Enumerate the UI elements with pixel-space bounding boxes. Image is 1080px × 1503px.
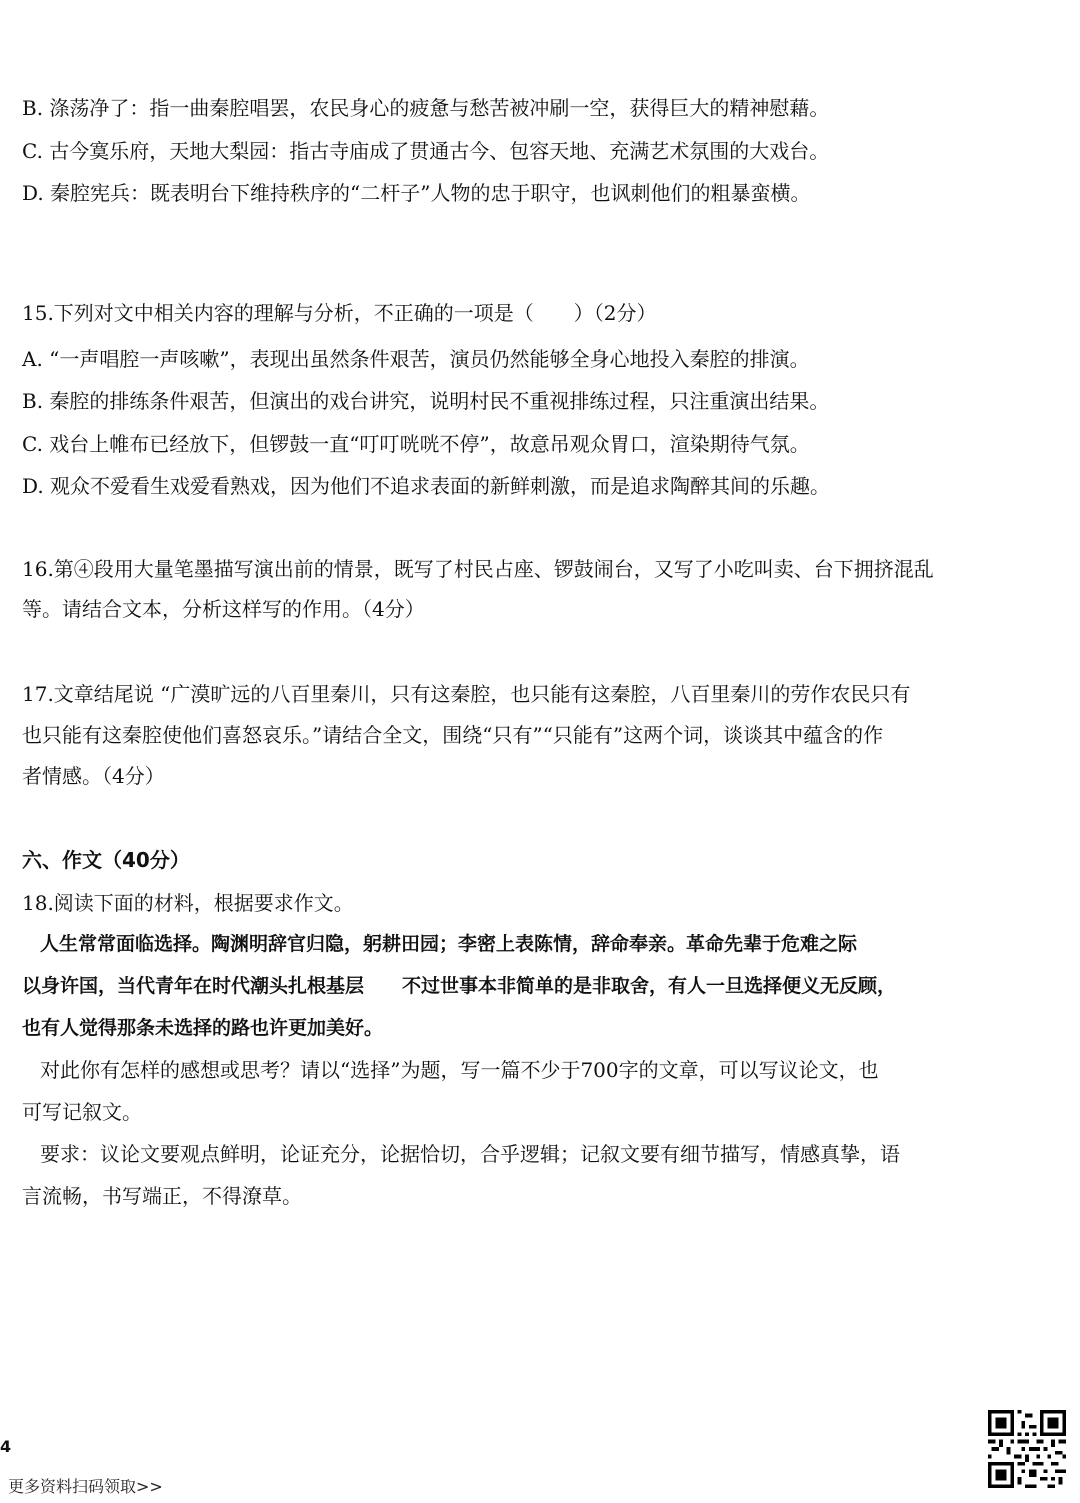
material-line-2: 以身许国，当代青年在时代潮头扎根基层 不过世事本非简单的是非取舍，有人一旦选择便义无反顾， <box>22 975 897 997</box>
q14-option-b: B. 涤荡净了：指一曲秦腔唱罢，农民身心的疲惫与愁苦被冲刷一空，获得巨大的精神慰藉。 <box>22 96 830 120</box>
page-number: 4 <box>0 1437 12 1456</box>
q18-stem: 18.阅读下面的材料，根据要求作文。 <box>22 891 354 915</box>
q16-line-1: 16.第④段用大量笔墨描写演出前的情景，既写了村民占座、锣鼓闹台，又写了小吃叫卖、台下拥挤混乱 <box>22 557 934 581</box>
qr-code-icon[interactable] <box>988 1410 1066 1488</box>
prompt-line-1: 对此你有怎样的感想或思考？请以“选择”为题，写一篇不少于700字的文章，可以写议论文，也 <box>40 1058 879 1082</box>
q17-line-2: 也只能有这秦腔使他们喜怒哀乐。”请结合全文，围绕“只有”“只能有”这两个词，谈谈其中蕴含的作 <box>22 723 884 747</box>
q17-line-1: 17.文章结尾说 “广漠旷远的八百里秦川，只有这秦腔，也只能有这秦腔，八百里秦川的劳作农民只有 <box>22 682 911 706</box>
requirements-line-1: 要求：议论文要观点鲜明，论证充分，论据恰切，合乎逻辑；记叙文要有细节描写，情感真挚，语 <box>40 1142 900 1166</box>
q14-option-d: D. 秦腔宪兵：既表明台下维持秩序的“二杆子”人物的忠于职守，也讽刺他们的粗暴蛮横。 <box>22 181 811 205</box>
section-heading: 六、作文（40分） <box>22 848 190 872</box>
prompt-line-2: 可写记叙文。 <box>22 1100 142 1124</box>
more-resources-text: 更多资料扫码领取>> <box>8 1477 163 1496</box>
q15-option-b: B. 秦腔的排练条件艰苦，但演出的戏台讲究，说明村民不重视排练过程，只注重演出结果。 <box>22 389 830 413</box>
material-line-3: 也有人觉得那条未选择的路也许更加美好。 <box>22 1017 384 1039</box>
q17-line-3: 者情感。（4分） <box>22 764 165 788</box>
requirements-line-2: 言流畅，书写端正，不得潦草。 <box>22 1184 302 1208</box>
q15-option-d: D. 观众不爱看生戏爱看熟戏，因为他们不追求表面的新鲜刺激，而是追求陶醉其间的乐趣。 <box>22 474 831 498</box>
material-line-1: 人生常常面临选择。陶渊明辞官归隐，躬耕田园；李密上表陈情，辞命奉亲。革命先辈于危难之际 <box>40 933 858 955</box>
q14-option-c: C. 古今寞乐府，天地大梨园：指古寺庙成了贯通古今、包容天地、充满艺术氛围的大戏台。 <box>22 139 830 163</box>
q15-option-a: A. “一声唱腔一声咳嗽”，表现出虽然条件艰苦，演员仍然能够全身心地投入秦腔的排演。 <box>22 347 810 371</box>
q16-line-2: 等。请结合文本，分析这样写的作用。（4分） <box>22 597 425 621</box>
q15-option-c: C. 戏台上帷布已经放下，但锣鼓一直“叮叮咣咣不停”，故意吊观众胃口，渲染期待气氛。 <box>22 432 810 456</box>
q15-stem: 15.下列对文中相关内容的理解与分析，不正确的一项是（ ）（2分） <box>22 301 657 325</box>
